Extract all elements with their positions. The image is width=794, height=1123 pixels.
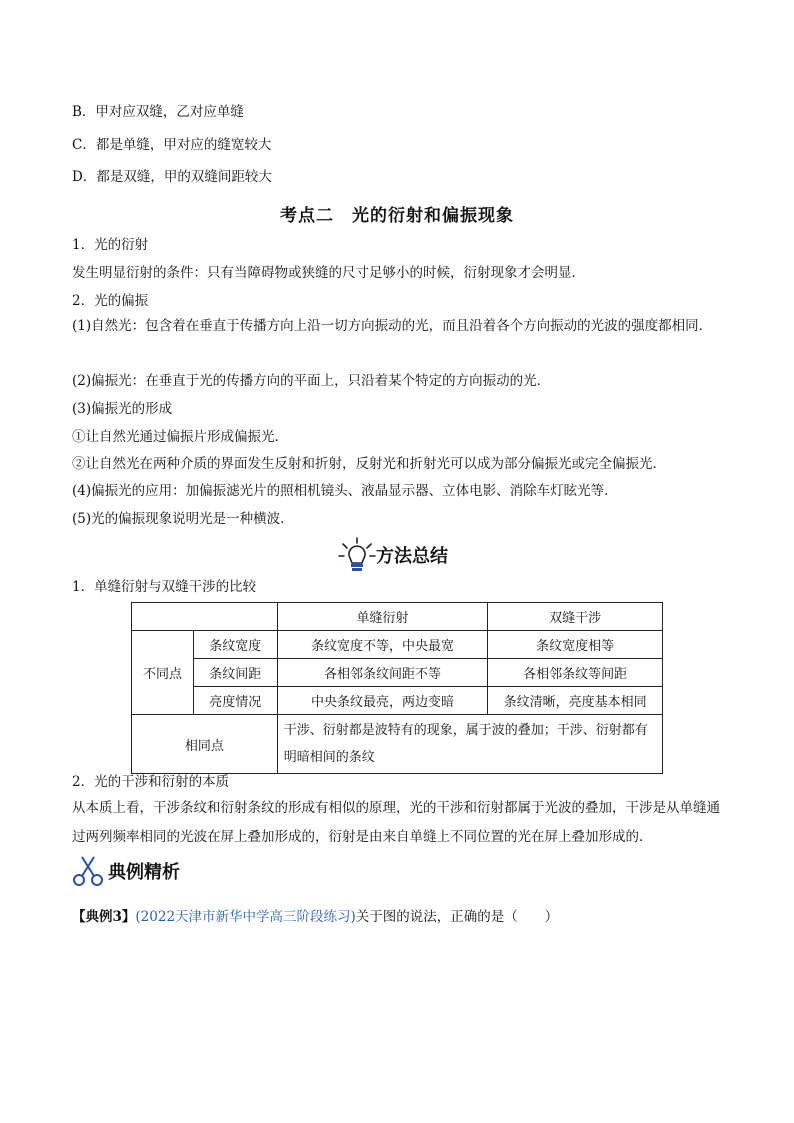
essence-heading: 2．光的干涉和衍射的本质 (72, 774, 230, 790)
table-diff-label: 不同点 (132, 631, 194, 715)
table-same-text: 干涉、衍射都是波特有的现象，属于波的叠加；干涉、衍射都有明暗相间的条纹 (277, 715, 662, 774)
table-double-cell: 各相邻条纹等间距 (488, 659, 663, 687)
table-attr-cell: 条纹宽度 (193, 631, 277, 659)
example-label: 【典例3】 (72, 909, 136, 925)
diffraction-heading: 1．光的衍射 (72, 237, 149, 253)
example-banner (70, 853, 180, 889)
example-question-line (72, 908, 558, 926)
table-same-label: 相同点 (132, 715, 278, 774)
table-header-row (132, 603, 663, 631)
table-double-cell: 条纹清晰，亮度基本相同 (488, 687, 663, 715)
option-c: C．都是单缝，甲对应的缝宽较大 (72, 137, 272, 153)
table-header-single-slit: 单缝衍射 (277, 603, 488, 631)
example-banner-title: 典例精析 (108, 862, 180, 883)
table-single-cell: 各相邻条纹间距不等 (277, 659, 488, 687)
essence-body: 从本质上看，干涉条纹和衍射条纹的形成有相似的原理，光的干涉和衍射都属于光波的叠加，干涉是从单缝通过两列频率相同的光波在屏上叠加形成的，衍射是由来自单缝上不同位置的光在屏上叠加形成的． (72, 800, 720, 845)
lightbulb-icon (338, 536, 376, 574)
scissors-icon (70, 853, 106, 889)
polarization-formation-2: ②让自然光在两种介质的界面发生反射和折射，反射光和折射光可以成为部分偏振光或完全偏振光． (72, 456, 666, 472)
example-source: (2022天津市新华中学高三阶段练习) (135, 909, 356, 925)
polarization-polarized-light: (2)偏振光：在垂直于光的传播方向的平面上，只沿着某个特定的方向振动的光． (72, 373, 551, 389)
method-summary-title: 方法总结 (376, 546, 448, 567)
comparison-table (131, 602, 663, 774)
polarization-natural-light: (1)自然光：包含着在垂直于传播方向上沿一切方向振动的光，而且沿着各个方向振动的光波的强度都相同． (72, 318, 713, 334)
table-attr-cell: 亮度情况 (193, 687, 277, 715)
option-d: D．都是双缝，甲的双缝间距较大 (72, 169, 272, 185)
option-b: B．甲对应双缝，乙对应单缝 (72, 104, 244, 120)
diffraction-body: 发生明显衍射的条件：只有当障碍物或狭缝的尺寸足够小的时候，衍射现象才会明显． (72, 265, 585, 281)
table-single-cell: 条纹宽度不等，中央最宽 (277, 631, 488, 659)
method-summary-banner (338, 536, 448, 574)
table-header-double-slit: 双缝干涉 (488, 603, 663, 631)
table-corner-cell (132, 603, 278, 631)
table-single-cell: 中央条纹最亮，两边变暗 (277, 687, 488, 715)
polarization-transverse: (5)光的偏振现象说明光是一种横波． (72, 511, 294, 527)
table-row (132, 715, 663, 774)
polarization-formation: (3)偏振光的形成 (72, 401, 173, 417)
table-attr-cell: 条纹间距 (193, 659, 277, 687)
polarization-application: (4)偏振光的应用：加偏振滤光片的照相机镜头、液晶显示器、立体电影、消除车灯眩光等． (72, 483, 618, 499)
polarization-heading: 2．光的偏振 (72, 293, 149, 309)
table-row (132, 659, 663, 687)
compare-heading: 1．单缝衍射与双缝干涉的比较 (72, 579, 257, 595)
table-row (132, 631, 663, 659)
polarization-formation-1: ①让自然光通过偏振片形成偏振光． (72, 429, 288, 445)
table-row (132, 687, 663, 715)
table-double-cell: 条纹宽度相等 (488, 631, 663, 659)
section-title: 考点二 光的衍射和偏振现象 (280, 206, 514, 226)
example-question: 关于图的说法，正确的是（ ） (355, 909, 559, 925)
